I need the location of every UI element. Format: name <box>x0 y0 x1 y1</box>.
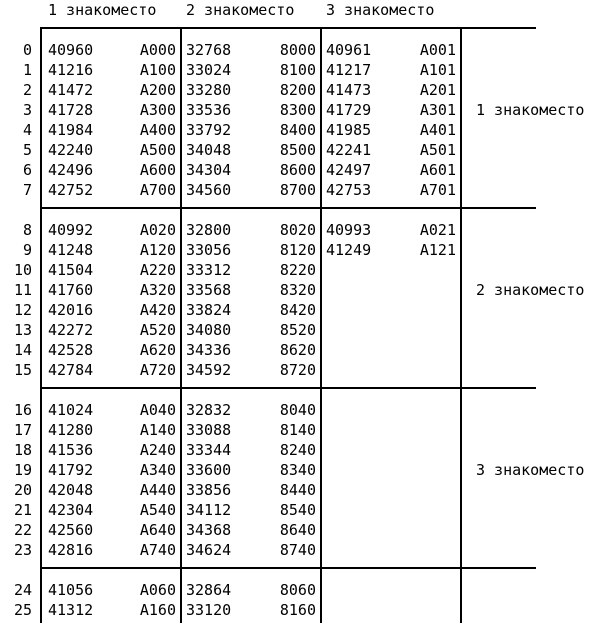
cell-col2-dec: 34336 <box>186 341 232 359</box>
side-label-3: 3 знакоместо <box>476 461 585 479</box>
cell-col1-dec: 41216 <box>48 61 94 79</box>
row-number: 7 <box>22 181 32 199</box>
cell-col2-hex: 8300 <box>279 101 316 119</box>
row-number: 21 <box>13 501 32 519</box>
cell-col1-dec: 42240 <box>48 141 94 159</box>
cell-col2-hex: 8160 <box>279 601 316 619</box>
cell-col1-hex: A500 <box>139 141 176 159</box>
cell-col2-hex: 8520 <box>279 321 316 339</box>
cell-col3-hex: A201 <box>419 81 456 99</box>
cell-col2-hex: 8060 <box>279 581 316 599</box>
cell-col3-hex: A701 <box>419 181 456 199</box>
cell-col2-dec: 32800 <box>186 221 232 239</box>
cell-col1-dec: 42752 <box>48 181 94 199</box>
cell-col2-dec: 33024 <box>186 61 232 79</box>
cell-col3-dec: 41729 <box>326 101 372 119</box>
cell-col3-hex: A021 <box>419 221 456 239</box>
cell-col3-hex: A401 <box>419 121 456 139</box>
cell-col2-dec: 34368 <box>186 521 232 539</box>
cell-col2-dec: 33088 <box>186 421 232 439</box>
cell-col1-dec: 41984 <box>48 121 94 139</box>
cell-col1-hex: A140 <box>139 421 176 439</box>
cell-col1-hex: A400 <box>139 121 176 139</box>
cell-col2-hex: 8720 <box>279 361 316 379</box>
cell-col1-hex: A120 <box>139 241 176 259</box>
cell-col1-dec: 41504 <box>48 261 94 279</box>
cell-col2-dec: 34624 <box>186 541 232 559</box>
cell-col1-dec: 42016 <box>48 301 94 319</box>
cell-col1-hex: A060 <box>139 581 176 599</box>
cell-col3-hex: A101 <box>419 61 456 79</box>
cell-col2-dec: 33536 <box>186 101 232 119</box>
cell-col2-dec: 33856 <box>186 481 232 499</box>
cell-col2-dec: 32864 <box>186 581 232 599</box>
cell-col1-dec: 42304 <box>48 501 94 519</box>
row-number: 19 <box>13 461 32 479</box>
cell-col1-hex: A200 <box>139 81 176 99</box>
cell-col1-dec: 41024 <box>48 401 94 419</box>
cell-col1-dec: 41248 <box>48 241 94 259</box>
cell-col3-hex: A301 <box>419 101 456 119</box>
header-col3: 3 знакоместо <box>326 1 435 19</box>
row-number: 1 <box>22 61 32 79</box>
cell-col2-hex: 8620 <box>279 341 316 359</box>
cell-col2-hex: 8240 <box>279 441 316 459</box>
cell-col2-hex: 8100 <box>279 61 316 79</box>
cell-col3-dec: 41473 <box>326 81 372 99</box>
cell-col3-dec: 40993 <box>326 221 372 239</box>
row-number: 16 <box>13 401 32 419</box>
cell-col2-dec: 34112 <box>186 501 232 519</box>
cell-col3-dec: 42497 <box>326 161 372 179</box>
col-line-3 <box>320 27 322 623</box>
cell-col1-dec: 41536 <box>48 441 94 459</box>
row-number: 22 <box>13 521 32 539</box>
cell-col1-dec: 42560 <box>48 521 94 539</box>
row-number: 25 <box>13 601 32 619</box>
cell-col1-dec: 41792 <box>48 461 94 479</box>
row-number: 11 <box>13 281 32 299</box>
header-col2: 2 знакоместо <box>186 1 295 19</box>
cell-col2-hex: 8020 <box>279 221 316 239</box>
cell-col1-dec: 41728 <box>48 101 94 119</box>
cell-col2-hex: 8640 <box>279 521 316 539</box>
cell-col2-hex: 8340 <box>279 461 316 479</box>
cell-col2-hex: 8440 <box>279 481 316 499</box>
row-number: 20 <box>13 481 32 499</box>
cell-col1-hex: A320 <box>139 281 176 299</box>
cell-col2-dec: 34048 <box>186 141 232 159</box>
cell-col2-hex: 8740 <box>279 541 316 559</box>
row-number: 4 <box>22 121 32 139</box>
cell-col2-hex: 8540 <box>279 501 316 519</box>
cell-col2-dec: 33600 <box>186 461 232 479</box>
cell-col3-dec: 42241 <box>326 141 372 159</box>
cell-col1-dec: 41760 <box>48 281 94 299</box>
cell-col2-hex: 8420 <box>279 301 316 319</box>
cell-col2-dec: 33312 <box>186 261 232 279</box>
cell-col1-hex: A540 <box>139 501 176 519</box>
cell-col2-dec: 34080 <box>186 321 232 339</box>
cell-col1-hex: A220 <box>139 261 176 279</box>
cell-col2-dec: 33792 <box>186 121 232 139</box>
cell-col1-dec: 40992 <box>48 221 94 239</box>
row-number: 8 <box>22 221 32 239</box>
cell-col1-hex: A640 <box>139 521 176 539</box>
row-number: 14 <box>13 341 32 359</box>
cell-col2-dec: 34304 <box>186 161 232 179</box>
cell-col2-hex: 8200 <box>279 81 316 99</box>
cell-col2-dec: 34560 <box>186 181 232 199</box>
cell-col1-hex: A160 <box>139 601 176 619</box>
cell-col1-hex: A040 <box>139 401 176 419</box>
cell-col2-dec: 32832 <box>186 401 232 419</box>
cell-col3-hex: A001 <box>419 41 456 59</box>
cell-col1-hex: A600 <box>139 161 176 179</box>
col-line-right <box>460 27 462 623</box>
row-number: 12 <box>13 301 32 319</box>
cell-col1-dec: 42816 <box>48 541 94 559</box>
col-line-left <box>40 27 42 623</box>
cell-col1-hex: A420 <box>139 301 176 319</box>
row-number: 9 <box>22 241 32 259</box>
cell-col2-dec: 33344 <box>186 441 232 459</box>
cell-col1-dec: 42528 <box>48 341 94 359</box>
cell-col2-hex: 8700 <box>279 181 316 199</box>
cell-col2-dec: 33568 <box>186 281 232 299</box>
cell-col2-dec: 33280 <box>186 81 232 99</box>
cell-col1-dec: 40960 <box>48 41 94 59</box>
cell-col1-hex: A700 <box>139 181 176 199</box>
cell-col1-hex: A520 <box>139 321 176 339</box>
row-number: 6 <box>22 161 32 179</box>
row-number: 13 <box>13 321 32 339</box>
cell-col2-hex: 8220 <box>279 261 316 279</box>
row-number: 10 <box>13 261 32 279</box>
cell-col3-dec: 40961 <box>326 41 372 59</box>
cell-col2-dec: 33824 <box>186 301 232 319</box>
row-number: 17 <box>13 421 32 439</box>
cell-col2-dec: 33056 <box>186 241 232 259</box>
row-number: 2 <box>22 81 32 99</box>
cell-col2-dec: 34592 <box>186 361 232 379</box>
cell-col1-hex: A020 <box>139 221 176 239</box>
cell-col2-hex: 8600 <box>279 161 316 179</box>
row-number: 24 <box>13 581 32 599</box>
cell-col3-dec: 41217 <box>326 61 372 79</box>
cell-col2-hex: 8400 <box>279 121 316 139</box>
cell-col1-dec: 42784 <box>48 361 94 379</box>
side-label-2: 2 знакоместо <box>476 281 585 299</box>
cell-col3-dec: 42753 <box>326 181 372 199</box>
row-number: 5 <box>22 141 32 159</box>
header-col1: 1 знакоместо <box>48 1 157 19</box>
cell-col1-dec: 42048 <box>48 481 94 499</box>
cell-col1-hex: A240 <box>139 441 176 459</box>
row-number: 18 <box>13 441 32 459</box>
cell-col2-hex: 8500 <box>279 141 316 159</box>
cell-col1-hex: A720 <box>139 361 176 379</box>
side-label-1: 1 знакоместо <box>476 101 585 119</box>
cell-col1-hex: A620 <box>139 341 176 359</box>
cell-col2-hex: 8120 <box>279 241 316 259</box>
col-line-2 <box>180 27 182 623</box>
row-number: 15 <box>13 361 32 379</box>
cell-col1-dec: 41312 <box>48 601 94 619</box>
cell-col1-dec: 42496 <box>48 161 94 179</box>
cell-col1-hex: A000 <box>139 41 176 59</box>
cell-col2-hex: 8040 <box>279 401 316 419</box>
cell-col3-hex: A601 <box>419 161 456 179</box>
cell-col3-hex: A501 <box>419 141 456 159</box>
cell-col1-hex: A340 <box>139 461 176 479</box>
cell-col2-dec: 33120 <box>186 601 232 619</box>
cell-col1-hex: A100 <box>139 61 176 79</box>
cell-col1-dec: 42272 <box>48 321 94 339</box>
cell-col1-dec: 41056 <box>48 581 94 599</box>
cell-col1-hex: A440 <box>139 481 176 499</box>
cell-col1-dec: 41280 <box>48 421 94 439</box>
cell-col2-hex: 8140 <box>279 421 316 439</box>
cell-col1-hex: A300 <box>139 101 176 119</box>
cell-col2-hex: 8000 <box>279 41 316 59</box>
cell-col3-dec: 41249 <box>326 241 372 259</box>
row-number: 0 <box>22 41 32 59</box>
cell-col2-dec: 32768 <box>186 41 232 59</box>
cell-col3-hex: A121 <box>419 241 456 259</box>
cell-col1-dec: 41472 <box>48 81 94 99</box>
cell-col1-hex: A740 <box>139 541 176 559</box>
cell-col2-hex: 8320 <box>279 281 316 299</box>
cell-col3-dec: 41985 <box>326 121 372 139</box>
row-number: 23 <box>13 541 32 559</box>
row-number: 3 <box>22 101 32 119</box>
